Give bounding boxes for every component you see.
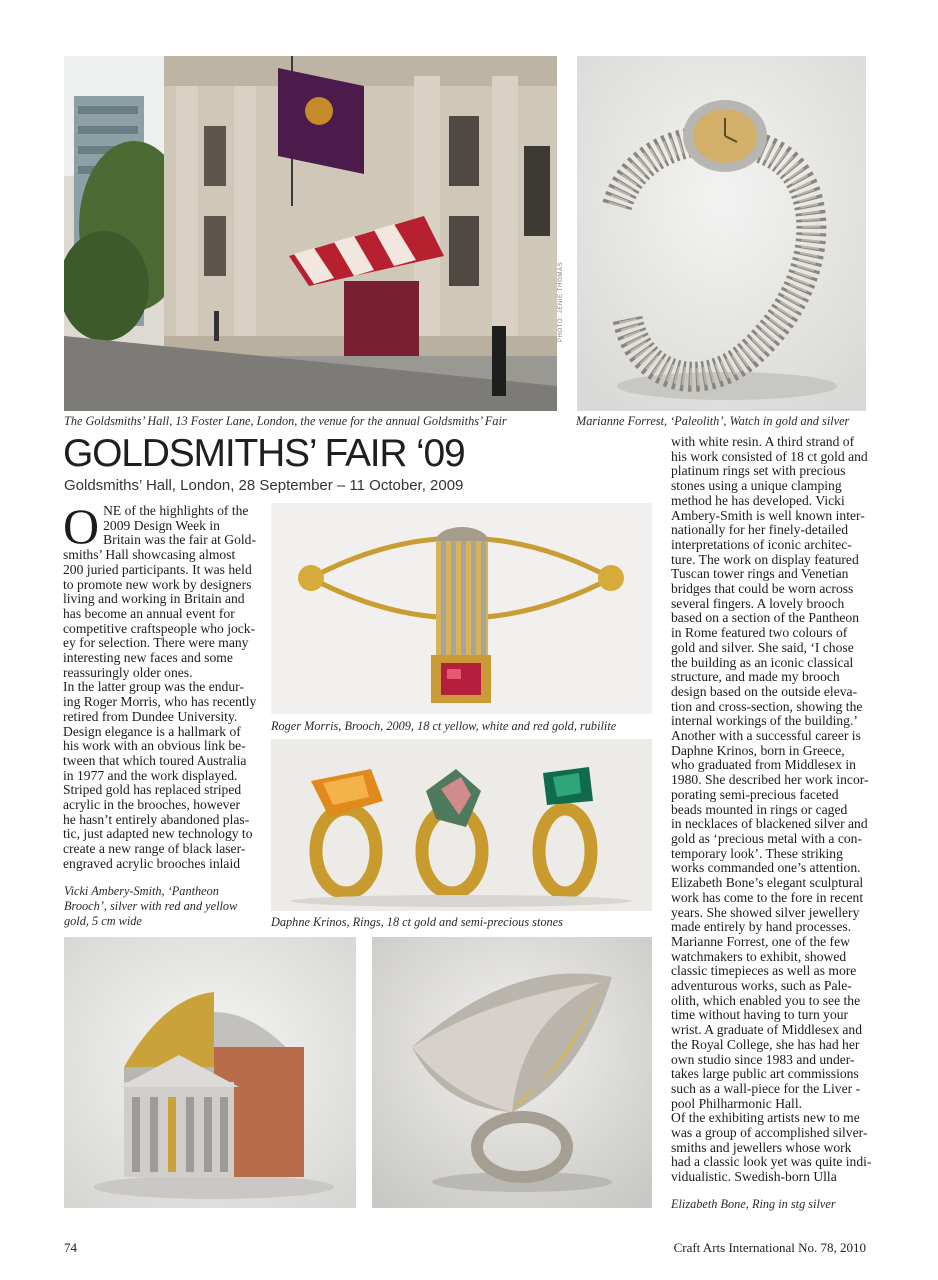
body-line: such as a wall-piece for the Liver - [671,1080,861,1096]
body-line: own studio since 1983 and under- [671,1051,855,1067]
body-line: adventurous works, such as Pale- [671,978,852,994]
body-line: ey for selection. There were many [63,635,249,651]
article-title: GOLDSMITHS’ FAIR ‘09 [63,432,465,475]
body-line: create a new range of black laser- [63,841,246,857]
caption-line: Vicki Ambery-Smith, ‘Pantheon [64,884,219,898]
body-line: his work with an obvious link be- [63,738,246,754]
body-line: beads mounted in rings or caged [671,801,848,817]
body-line: tic, just adapted new technology to [63,826,253,842]
body-line: structure, and made my brooch [671,669,840,685]
body-line: time without having to turn your [671,1007,849,1023]
body-line: wrist. A graduate of Middlesex and [671,1022,863,1038]
body-line: Daphne Krinos, born in Greece, [671,742,845,758]
pantheon-caption [64,884,237,929]
body-line: to promote new work by designers [63,576,252,592]
body-line: NE of the highlights of the [103,503,249,518]
body-line: pool Philharmonic Hall. [671,1095,803,1111]
body-line: Of the exhibiting artists new to me [671,1110,860,1126]
paleolith-watch-photo [577,56,866,411]
body-line: years. She showed silver jewellery [671,904,860,920]
body-line: interpretations of iconic architec- [671,536,852,552]
body-line: several fingers. A lovely brooch [671,595,845,611]
body-line: Elizabeth Bone’s elegant sculptural [671,875,864,891]
body-line: living and working in Britain and [63,591,245,607]
body-line: with white resin. A third strand of [671,434,855,449]
body-line: in necklaces of blackened silver and [671,816,868,832]
rings-caption: Daphne Krinos, Rings, 18 ct gold and semi-precious stones [271,915,563,929]
publication-info: Craft Arts International No. 78, 2010 [673,1240,866,1255]
body-line: smiths’ Hall showcasing almost [63,547,236,563]
body-line: 1980. She described her work incor- [671,772,869,788]
body-line: internal workings of the building.’ [671,713,858,729]
body-line: ture. The work on display featured [671,551,859,567]
body-line: takes large public art commissions [671,1066,859,1082]
body-line: Striped gold has replaced striped [63,782,242,798]
watch-caption: Marianne Forrest, ‘Paleolith’, Watch in gold and silver [576,414,850,428]
body-line: stones using a unique clamping [671,478,842,494]
body-line: he hasn’t entirely abandoned plas- [63,811,250,827]
body-line: works commanded one’s attention. [671,860,861,876]
photo-credit: PHOTO: JENIE THOMAS [558,261,564,342]
body-line: in Rome featured two colours of [671,625,848,641]
body-line: had a classic look yet was quite indi- [671,1154,872,1170]
body-line: Tuscan tower rings and Venetian [671,566,849,582]
brooch-caption: Roger Morris, Brooch, 2009, 18 ct yellow, white and red gold, rubilite [271,719,617,733]
body-line: in 1977 and the work displayed. [63,767,238,783]
body-line: smiths and jewellers whose work [671,1139,852,1155]
body-line: method he has developed. Vicki [671,492,845,508]
body-line: reassuringly older ones. [63,664,193,680]
body-line: based on a section of the Pantheon [671,610,859,626]
body-line: Britain was the fair at Gold- [103,532,256,548]
body-line: Ambery-Smith is well known inter- [671,507,865,523]
body-line: acrylic in the brooches, however [63,797,241,813]
body-line: made entirely by hand processes. [671,919,852,935]
body-line: ing Roger Morris, who has recently [63,694,257,710]
body-line: temporary look’. These striking [671,845,843,861]
body-line: the building as an iconic classical [671,654,854,670]
body-line: engraved acrylic brooches inlaid [63,855,241,871]
body-line: who graduated from Middlesex in [671,757,856,773]
body-line: platinum rings set with precious [671,463,846,479]
body-line: competitive craftspeople who jock- [63,620,256,636]
drop-cap: O [63,498,100,554]
body-line: vidualistic. Swedish-born Ulla [671,1169,837,1185]
body-line: Design elegance is a hallmark of [63,723,241,739]
body-line: has become an annual event for [63,605,235,621]
body-line: the Royal College, she has had her [671,1036,860,1052]
body-line: classic timepieces as well as more [671,963,857,979]
body-line: his work consisted of 18 ct gold and [671,448,868,464]
article-right-column [671,435,871,1185]
body-line: tion and cross-section, showing the [671,698,863,714]
body-line: interesting new faces and some [63,650,233,666]
article-subtitle: Goldsmiths’ Hall, London, 28 September – 11 October, 2009 [64,477,464,494]
article-left-column [63,498,263,872]
body-line: olith, which enabled you to see the [671,992,861,1008]
body-line: gold as ‘precious metal with a con- [671,830,863,846]
page-number: 74 [64,1240,77,1255]
body-line: porating semi-precious faceted [671,786,839,802]
body-line: In the latter group was the endur- [63,679,244,695]
caption-line: Brooch’, silver with red and yellow [64,899,238,913]
body-line: design based on the outside eleva- [671,683,858,699]
body-line: bridges that could be worn across [671,581,854,597]
body-line: was a group of accomplished silver- [671,1125,868,1141]
daphne-krinos-rings-photo [271,739,652,911]
roger-morris-brooch-photo [271,503,652,714]
goldsmiths-hall-photo [64,56,557,411]
body-line: nationally for her finely-detailed [671,522,849,538]
body-line: work has come to the fore in recent [671,889,864,905]
body-line: 200 juried participants. It was held [63,561,252,577]
body-line: gold and silver. She said, ‘I chose [671,639,854,655]
caption-line: gold, 5 cm wide [64,914,142,928]
body-line: 2009 Design Week in [103,517,220,533]
body-line: Marianne Forrest, one of the few [671,933,850,949]
pantheon-brooch-photo [64,937,356,1208]
elizabeth-bone-ring-photo [372,937,652,1208]
hall-caption: The Goldsmiths’ Hall, 13 Foster Lane, London, the venue for the annual Goldsmiths’ Fair [64,414,507,428]
bone-caption: Elizabeth Bone, Ring in stg silver [671,1197,836,1211]
body-line: retired from Dundee University. [63,708,238,724]
body-line: Another with a successful career is [671,728,861,744]
body-line: tween that which toured Australia [63,752,247,768]
body-line: watchmakers to exhibit, showed [671,948,847,964]
